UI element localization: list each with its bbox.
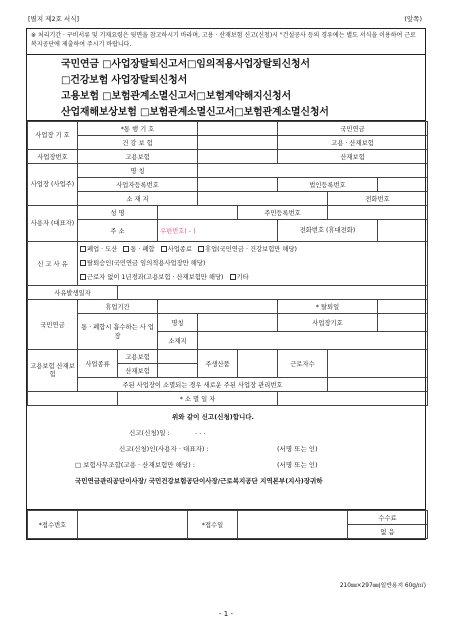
fee-label: 수수료	[348, 511, 428, 525]
reason-checkbox-7[interactable]	[230, 274, 236, 280]
user-phone-value[interactable]	[378, 220, 428, 242]
reason-checkbox-1[interactable]	[80, 246, 86, 252]
title-line-1: 국민연금 □사업장탈퇴신고서□임의적용사업장탈퇴신청서	[61, 59, 310, 70]
merge-code-label: 사업장기호	[278, 314, 378, 332]
insurance-label: 고용보험 산재보험	[28, 350, 78, 392]
form-number: [별지 제2호 서식]	[28, 15, 80, 23]
main-product-label: 주생산품	[198, 350, 238, 378]
form-page	[26, 12, 426, 624]
workplace-code-label: 사업장 기 호	[28, 122, 78, 150]
main-product-value[interactable]	[238, 350, 278, 378]
postal-code[interactable]: 우편번호( - )	[158, 220, 278, 242]
address-value[interactable]	[198, 192, 328, 206]
type-injury-value[interactable]	[158, 364, 198, 378]
extinct-date-value[interactable]	[278, 392, 428, 406]
form-frame	[26, 28, 426, 540]
reason-checkbox-2[interactable]	[123, 246, 129, 252]
pass-code-label: *통 행 기 호	[78, 122, 198, 136]
receipt-date-label: *접수일	[188, 511, 238, 539]
workplace-number-label: 사업장번호	[28, 150, 78, 164]
rrn-value[interactable]	[328, 206, 428, 220]
employ-number-label: 고용보험	[78, 150, 198, 164]
form-header	[26, 12, 426, 24]
merge-location-label: 소재지	[158, 332, 198, 350]
merge-name-value[interactable]	[198, 314, 278, 332]
reason-opt-2: 통 · 폐합	[130, 245, 155, 253]
type-employ-value[interactable]	[158, 350, 198, 364]
rrn-label: 주민등록번호	[238, 206, 328, 220]
agency-sign[interactable]: (서명 또는 인)	[277, 461, 318, 469]
withdraw-date-label: * 탈퇴일	[278, 300, 378, 314]
main-table	[27, 121, 428, 406]
health-code-value[interactable]	[198, 136, 278, 150]
injury-number-label: 산재보험	[278, 150, 428, 164]
page-number: - 1 -	[219, 610, 233, 618]
merge-name-label: 명칭	[158, 314, 198, 332]
receipt-date-value[interactable]	[238, 511, 348, 539]
user-label: 사용자 (대표자)	[28, 206, 78, 242]
employ-injury-code-label: 고용 · 산재보험	[278, 136, 428, 150]
type-employ-label: 고용보험	[118, 350, 158, 364]
reason-opt-6: 근로자 없이 1년경과(고용보험 · 산재보험만 해당)	[87, 273, 224, 281]
merge-location-value[interactable]	[198, 332, 428, 350]
leave-period-label: 휴업기간	[78, 300, 158, 314]
notice-text: ※ 처리기간 · 구비서류 및 기재요령은 뒷면을 참고하시기 바라며, 고용 · 산재보험 신고(신청)시 "건설공사 등의 경우에는 별도 서식을 이용하여 근로복지공단에 제출하여 주시기 바랍니다.	[27, 29, 425, 55]
page-side: (앞쪽)	[404, 15, 422, 23]
form-titles	[27, 55, 425, 121]
receipt-no-value[interactable]	[78, 511, 188, 539]
corp-no-value[interactable]	[378, 178, 428, 192]
title-line-3: 고용보험 □보험관계소멸신고서□보험계약해지신청서	[61, 91, 291, 102]
applicant-label: 신고(신청)인(사용자 · 대표자) :	[119, 445, 209, 453]
type-injury-label: 산재보험	[118, 364, 158, 378]
reason-opt-1: 폐업 · 도산	[87, 245, 118, 253]
occur-date-value[interactable]	[118, 286, 428, 300]
reason-opt-7: 기타	[236, 273, 249, 281]
date-label: 신고(신청)일 :	[129, 429, 170, 437]
user-name-label: 성 명	[78, 206, 158, 220]
leave-period-value[interactable]	[158, 300, 278, 314]
date-dots[interactable]: . . .	[195, 428, 206, 436]
reason-checkbox-3[interactable]	[161, 246, 167, 252]
withdraw-date-value[interactable]	[378, 300, 428, 314]
new-workplace-note: 주된 사업장이 소멸되는 경우 새로운 주된 사업장 관리번호	[78, 378, 328, 392]
receipt-table	[27, 510, 428, 539]
reason-checkbox-4[interactable]	[198, 246, 204, 252]
reason-opt-4: 휴업(국민연금 · 건강보험만 해당)	[205, 245, 297, 253]
reason-checkbox-6[interactable]	[80, 274, 86, 280]
paper-spec: 210㎜×297㎜(일반용지 60g/㎡)	[339, 583, 426, 589]
extinct-blank	[28, 392, 118, 406]
statement: 위와 같이 신고(신청)합니다.	[172, 413, 255, 421]
reason-checkbox-5[interactable]	[80, 260, 86, 266]
title-line-4: 산업재해보상보험 □보험관계소멸신고서□보험관계소멸신청서	[61, 107, 329, 118]
pension-label: 국민연금	[28, 300, 78, 350]
agency-label: □ 보험사무조합(고용 · 산재보험만 해당) :	[75, 461, 195, 469]
phone-label: 전화번호	[328, 192, 428, 206]
corp-no-label: 법인등록번호	[278, 178, 378, 192]
worker-count-label: 근로자수	[278, 350, 328, 378]
recipients: 국민연금관리공단이사장/ 국민건강보험공단이사장/근로복지공단 지역본부(지사)장귀하	[75, 477, 323, 485]
occur-date-label: 사유발생일자	[28, 286, 118, 300]
reason-options	[78, 242, 428, 286]
title-line-2: □건강보험 사업장탈퇴신청서	[61, 75, 188, 86]
signature-area	[27, 406, 425, 510]
health-code-label: 건 강 보 험	[78, 136, 198, 150]
merge-label: 통 · 폐합시 흡수하는 사 업 장	[78, 314, 158, 350]
reason-opt-3: 사업종료	[167, 245, 192, 253]
business-type-label: 사업종류	[78, 350, 118, 378]
address-label: 소 재 지	[78, 192, 198, 206]
receipt-no-label: *접수번호	[28, 511, 78, 539]
pension-code-label: 국민연금	[278, 122, 428, 136]
user-name-value[interactable]	[158, 206, 238, 220]
reason-label: 신 고 사 유	[28, 242, 78, 286]
reg-no-label: 사업자등록번호	[78, 178, 198, 192]
reg-no-value[interactable]	[198, 178, 278, 192]
reason-opt-5: 탈퇴승인(국민연금 임의적용사업장만 해당)	[87, 259, 206, 267]
business-name-value[interactable]	[198, 164, 428, 178]
extinct-date-label: * 소 멸 일 자	[118, 392, 278, 406]
worker-count-value[interactable]	[328, 350, 428, 378]
merge-code-value[interactable]	[378, 314, 428, 332]
new-workplace-value[interactable]	[328, 378, 428, 392]
user-address-label: 주 소	[78, 220, 158, 242]
business-name-label: 명 칭	[78, 164, 198, 178]
applicant-sign[interactable]: (서명 또는 인)	[277, 445, 318, 453]
user-phone-label: 전화번호 (휴대전화)	[278, 220, 378, 242]
pass-code-value[interactable]	[198, 122, 278, 136]
employ-number-value[interactable]	[198, 150, 278, 164]
business-label: 사업장 (사업주)	[28, 164, 78, 206]
fee-value: 없 음	[348, 525, 428, 539]
